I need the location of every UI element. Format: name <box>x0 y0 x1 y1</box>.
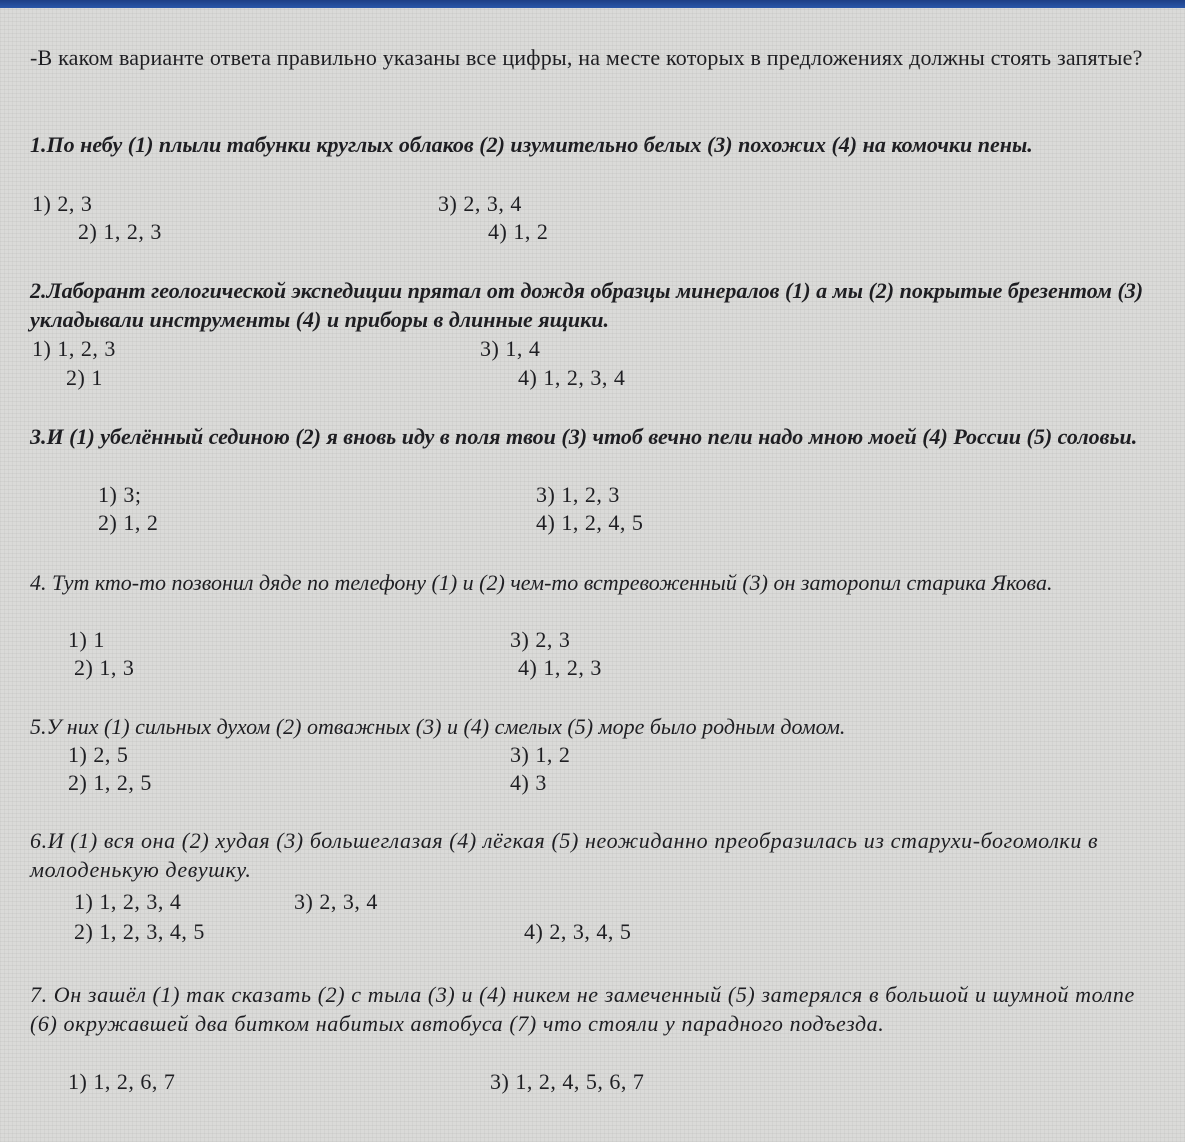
question-6-option-4: 4) 2, 3, 4, 5 <box>524 919 632 944</box>
question-4-option-2: 2) 1, 3 <box>74 655 135 680</box>
question-3-option-2: 2) 1, 2 <box>98 510 159 535</box>
question-4-option-4: 4) 1, 2, 3 <box>518 655 602 680</box>
question-2-option-1: 1) 1, 2, 3 <box>32 336 116 361</box>
question-7-option-1: 1) 1, 2, 6, 7 <box>68 1069 176 1094</box>
question-4-text: 4. Тут кто-то позвонил дяде по телефону (1) и (2) чем-то встревоженный (3) он заторопил старика Якова. <box>30 570 1053 595</box>
question-2-option-2: 2) 1 <box>66 365 103 390</box>
question-5-option-1: 1) 2, 5 <box>68 742 129 767</box>
question-6-option-2: 2) 1, 2, 3, 4, 5 <box>74 919 205 944</box>
question-1-option-4: 4) 1, 2 <box>488 219 549 244</box>
test-sheet <box>0 8 1185 1142</box>
question-7-option-3: 3) 1, 2, 4, 5, 6, 7 <box>490 1069 645 1094</box>
question-7-text: 7. Он зашёл (1) так сказать (2) с тыла (3) и (4) никем не замеченный (5) затерялся в большой и шумной толпе (6) окружавшей два битком набитых автобуса (7) что стояли у парадного подъезда. <box>30 982 1135 1036</box>
question-1-option-1: 1) 2, 3 <box>32 191 93 216</box>
question-1-option-2: 2) 1, 2, 3 <box>78 219 162 244</box>
question-5-option-3: 3) 1, 2 <box>510 742 571 767</box>
question-2-option-4: 4) 1, 2, 3, 4 <box>518 365 626 390</box>
top-edge-bar <box>0 0 1185 8</box>
question-3-text: 3.И (1) убелённый сединою (2) я вновь иду в поля твои (3) чтоб вечно пели надо мною моей (4) России (5) соловьи. <box>30 424 1138 449</box>
question-5-option-4: 4) 3 <box>510 770 547 795</box>
question-3-option-4: 4) 1, 2, 4, 5 <box>536 510 644 535</box>
question-3-option-3: 3) 1, 2, 3 <box>536 482 620 507</box>
question-5-text: 5.У них (1) сильных духом (2) отважных (3) и (4) смелых (5) море было родным домом. <box>30 714 846 739</box>
question-6-text: 6.И (1) вся она (2) худая (3) большеглазая (4) лёгкая (5) неожиданно преобразилась из старухи-богомолки в молоденькую девушку. <box>30 828 1099 882</box>
question-6-option-1: 1) 1, 2, 3, 4 <box>74 889 182 914</box>
question-4-option-3: 3) 2, 3 <box>510 627 571 652</box>
question-3-option-1: 1) 3; <box>98 482 142 507</box>
question-4-option-1: 1) 1 <box>68 627 105 652</box>
question-2-option-3: 3) 1, 4 <box>480 336 541 361</box>
question-2-text: 2.Лаборант геологической экспедиции прятал от дождя образцы минералов (1) а мы (2) покрытые брезентом (3) укладывали инструменты (4) и приборы в длинные ящики. <box>30 278 1144 332</box>
question-6-option-3: 3) 2, 3, 4 <box>294 889 378 914</box>
question-5-option-2: 2) 1, 2, 5 <box>68 770 152 795</box>
question-1-text: 1.По небу (1) плыли табунки круглых облаков (2) изумительно белых (3) похожих (4) на комочки пены. <box>30 132 1033 157</box>
question-1-option-3: 3) 2, 3, 4 <box>438 191 522 216</box>
task-instruction: -В каком варианте ответа правильно указаны все цифры, на месте которых в предложениях должны стоять запятые? <box>30 45 1143 70</box>
